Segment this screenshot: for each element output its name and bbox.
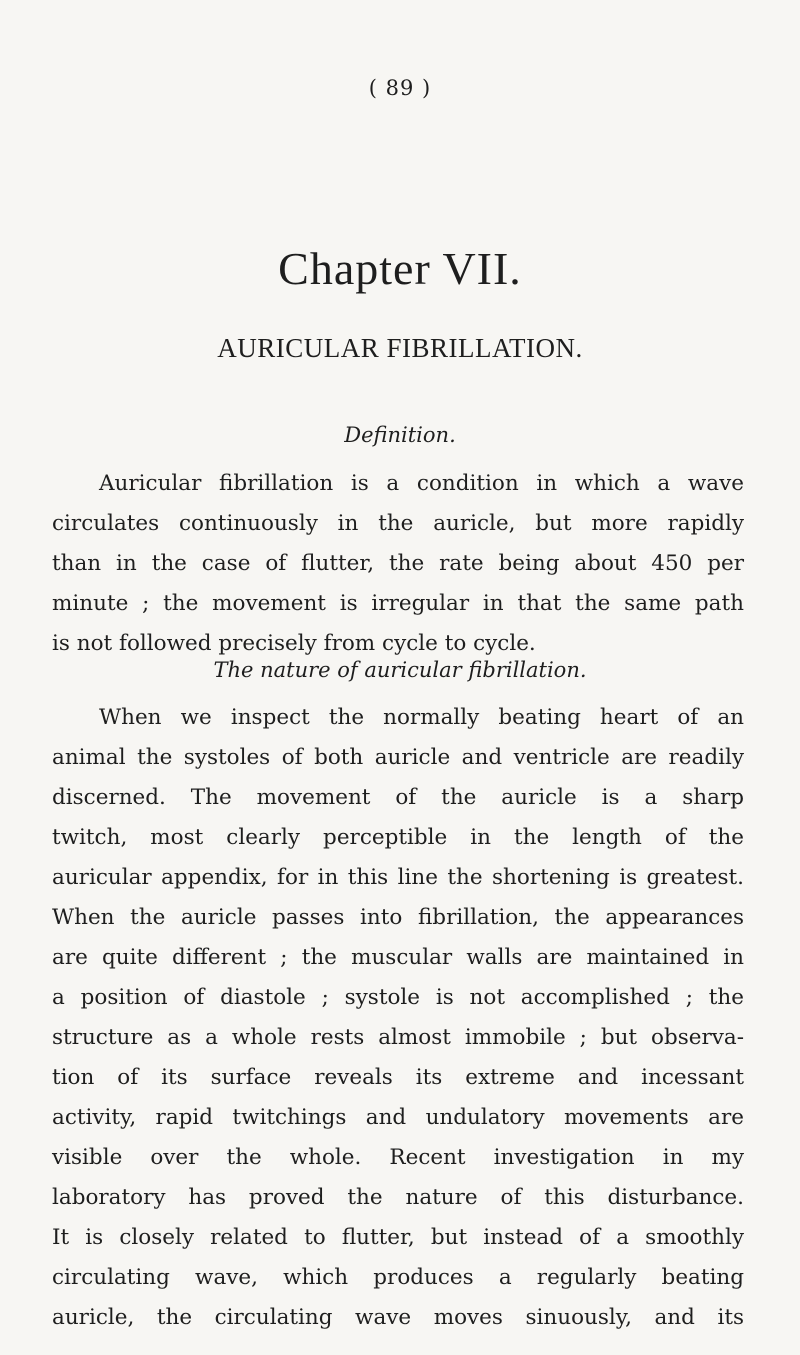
paragraph-line: activity, rapid twitchings and undulatory movements are <box>52 1105 744 1130</box>
paragraph-line: are quite different ; the muscular walls are maintained in <box>52 945 744 970</box>
paragraph-line: When the auricle passes into fibrillation, the appearances <box>52 905 744 930</box>
paragraph-line: a position of diastole ; systole is not accomplished ; the <box>52 985 744 1010</box>
paragraph-line: When we inspect the normally beating heart of an <box>99 705 744 730</box>
paragraph-line: auricular appendix, for in this line the shortening is greatest. <box>52 865 744 890</box>
nature-heading: The nature of auricular fibrillation. <box>213 658 587 682</box>
paragraph-line: laboratory has proved the nature of this disturbance. <box>52 1185 744 1210</box>
paragraph-line: tion of its surface reveals its extreme and incessant <box>52 1065 744 1090</box>
paragraph-line: Auricular fibrillation is a condition in which a wave <box>99 471 744 496</box>
paragraph-line: visible over the whole. Recent investigation in my <box>52 1145 744 1170</box>
paragraph-line: auricle, the circulating wave moves sinuously, and its <box>52 1305 744 1330</box>
nature-paragraph <box>52 698 744 1338</box>
section-heading: AURICULAR FIBRILLATION. <box>217 333 583 363</box>
definition-heading: Definition. <box>344 423 456 447</box>
page-number: ( 89 ) <box>368 76 432 100</box>
paragraph-line: animal the systoles of both auricle and ventricle are readily <box>52 745 744 770</box>
paragraph-line: is not followed precisely from cycle to cycle. <box>52 631 536 656</box>
paragraph-line: twitch, most clearly perceptible in the length of the <box>52 825 744 850</box>
paragraph-line: structure as a whole rests almost immobile ; but observa- <box>52 1025 744 1050</box>
definition-paragraph <box>52 464 744 664</box>
chapter-title: Chapter VII. <box>278 243 522 294</box>
paragraph-line: circulates continuously in the auricle, but more rapidly <box>52 511 744 536</box>
paragraph-line: It is closely related to flutter, but instead of a smoothly <box>52 1225 744 1250</box>
paragraph-line: than in the case of flutter, the rate being about 450 per <box>52 551 744 576</box>
paragraph-line: minute ; the movement is irregular in that the same path <box>52 591 744 616</box>
paragraph-line: discerned. The movement of the auricle is a sharp <box>52 785 744 810</box>
paragraph-line: circulating wave, which produces a regularly beating <box>52 1265 744 1290</box>
